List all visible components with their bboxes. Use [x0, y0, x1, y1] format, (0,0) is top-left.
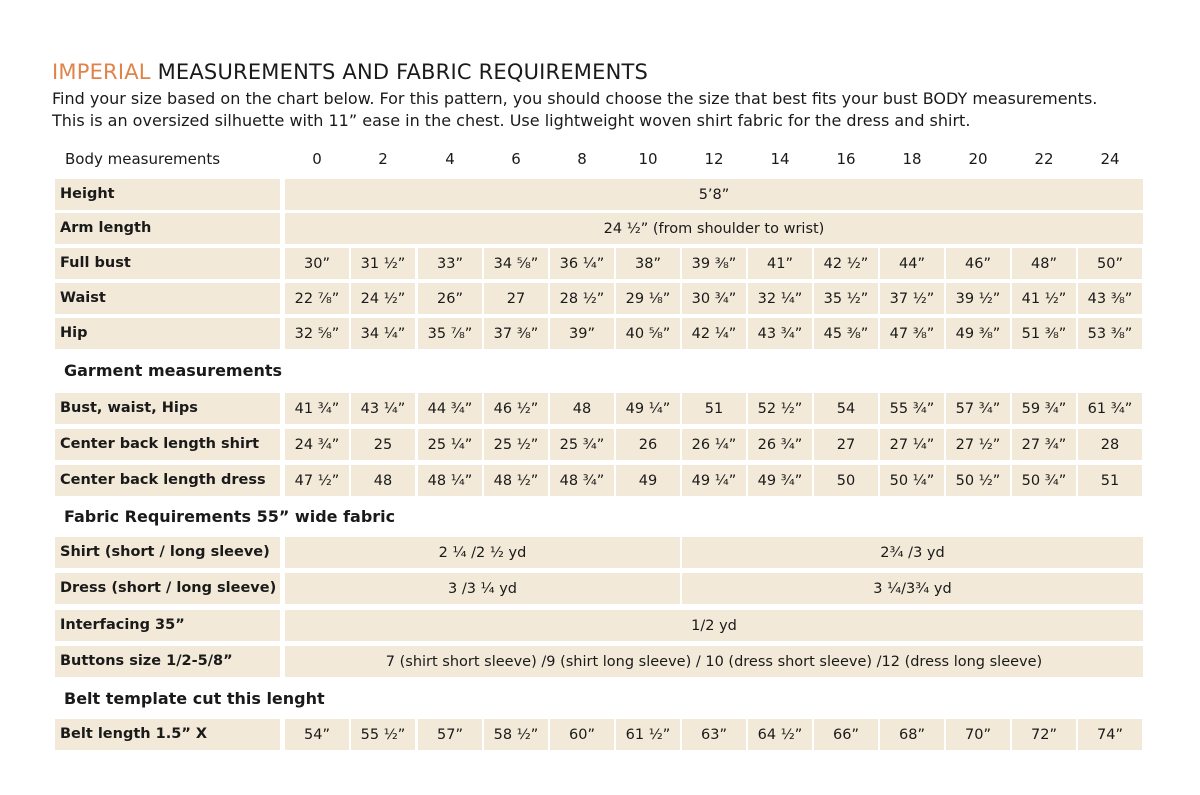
value-cell: 72” [1012, 719, 1076, 750]
value-cell: 32 ¼” [748, 283, 812, 314]
span-cell: 5’8” [285, 179, 1143, 210]
size-header-cell: 24 [1100, 150, 1120, 168]
value-cell: 57” [418, 719, 482, 750]
value-cell: 37 ½” [880, 283, 944, 314]
value-cell: 26 ¼” [682, 429, 746, 460]
value-cell: 45 ⅜” [814, 318, 878, 349]
fabric-row [55, 646, 1143, 677]
value-cell: 47 ½” [285, 465, 349, 496]
body-row [55, 179, 1143, 210]
size-header-cell: 18 [902, 150, 922, 168]
value-cell: 54 [814, 393, 878, 424]
value-cell: 49 ¼” [616, 393, 680, 424]
value-cell: 48 ¼” [418, 465, 482, 496]
value-cell: 38” [616, 248, 680, 279]
body-row [55, 318, 1143, 349]
value-cell: 50 [814, 465, 878, 496]
value-cell: 49 ⅜” [946, 318, 1010, 349]
value-cell: 25 [351, 429, 415, 460]
intro-text [52, 88, 1097, 132]
value-cell: 32 ⅝” [285, 318, 349, 349]
value-cell: 25 ¼” [418, 429, 482, 460]
value-cell: 39 ½” [946, 283, 1010, 314]
row-label: Full bust [55, 248, 280, 279]
title-rest: MEASUREMENTS AND FABRIC REQUIREMENTS [150, 60, 649, 84]
value-cell: 50 ¼” [880, 465, 944, 496]
belt-row [55, 719, 1143, 750]
value-cell: 31 ½” [351, 248, 415, 279]
value-cell: 27 [484, 283, 548, 314]
value-cell: 49 ¼” [682, 465, 746, 496]
value-cell: 48 [351, 465, 415, 496]
row-label: Height [55, 179, 280, 210]
value-cell: 51 [682, 393, 746, 424]
value-cell: 54” [285, 719, 349, 750]
row-label: Center back length dress [55, 465, 280, 496]
row-label: Center back length shirt [55, 429, 280, 460]
row-label: Interfacing 35” [55, 610, 280, 641]
value-cell: 50 ¾” [1012, 465, 1076, 496]
fabric-row [55, 610, 1143, 641]
value-cell: 52 ½” [748, 393, 812, 424]
garment-section-heading: Garment measurements [64, 361, 283, 380]
value-cell: 35 ⅞” [418, 318, 482, 349]
value-cell: 48 ½” [484, 465, 548, 496]
value-cell: 44 ¾” [418, 393, 482, 424]
value-cell: 39” [550, 318, 614, 349]
value-cell: 36 ¼” [550, 248, 614, 279]
value-cell: 37 ⅜” [484, 318, 548, 349]
value-cell: 25 ¾” [550, 429, 614, 460]
value-cell: 35 ½” [814, 283, 878, 314]
size-header-cell: 16 [836, 150, 856, 168]
value-cell: 24 ½” [351, 283, 415, 314]
value-cell: 63” [682, 719, 746, 750]
split-left-cell: 3 /3 ¼ yd [285, 573, 680, 604]
value-cell: 49 ¾” [748, 465, 812, 496]
size-header-cell: 4 [445, 150, 455, 168]
value-cell: 26” [418, 283, 482, 314]
split-right-cell: 3 ¼/3¾ yd [682, 573, 1143, 604]
belt-section-heading: Belt template cut this lenght [64, 689, 325, 708]
value-cell: 43 ⅜” [1078, 283, 1142, 314]
split-right-cell: 2¾ /3 yd [682, 537, 1143, 568]
body-measurements-label: Body measurements [65, 150, 221, 168]
size-header-cell: 0 [312, 150, 322, 168]
size-header-cell: 14 [770, 150, 790, 168]
value-cell: 34 ⅝” [484, 248, 548, 279]
value-cell: 42 ½” [814, 248, 878, 279]
garment-row [55, 465, 1143, 496]
value-cell: 53 ⅜” [1078, 318, 1142, 349]
size-header-cell: 22 [1034, 150, 1054, 168]
value-cell: 26 [616, 429, 680, 460]
value-cell: 27 ½” [946, 429, 1010, 460]
value-cell: 50 ½” [946, 465, 1010, 496]
value-cell: 59 ¾” [1012, 393, 1076, 424]
value-cell: 46” [946, 248, 1010, 279]
value-cell: 50” [1078, 248, 1142, 279]
intro-line-1: Find your size based on the chart below. For this pattern, you should choose the size that best fits your bust BODY measurements. [52, 89, 1098, 108]
garment-row [55, 429, 1143, 460]
value-cell: 55 ¾” [880, 393, 944, 424]
value-cell: 49 [616, 465, 680, 496]
value-cell: 30 ¾” [682, 283, 746, 314]
row-label: Waist [55, 283, 280, 314]
span-cell: 24 ½” (from shoulder to wrist) [285, 213, 1143, 244]
value-cell: 61 ½” [616, 719, 680, 750]
size-header-cell: 20 [968, 150, 988, 168]
row-label: Dress (short / long sleeve) [55, 573, 280, 604]
row-label: Buttons size 1/2-5/8” [55, 646, 280, 677]
value-cell: 48” [1012, 248, 1076, 279]
value-cell: 74” [1078, 719, 1142, 750]
row-label: Arm length [55, 213, 280, 244]
row-label: Hip [55, 318, 280, 349]
value-cell: 44” [880, 248, 944, 279]
value-cell: 58 ½” [484, 719, 548, 750]
value-cell: 24 ¾” [285, 429, 349, 460]
fabric-row [55, 537, 1143, 568]
value-cell: 42 ¼” [682, 318, 746, 349]
size-header-cell: 12 [704, 150, 724, 168]
value-cell: 51 ⅜” [1012, 318, 1076, 349]
value-cell: 48 [550, 393, 614, 424]
page-title [52, 60, 648, 84]
value-cell: 47 ⅜” [880, 318, 944, 349]
value-cell: 43 ¾” [748, 318, 812, 349]
value-cell: 57 ¾” [946, 393, 1010, 424]
value-cell: 25 ½” [484, 429, 548, 460]
row-label: Bust, waist, Hips [55, 393, 280, 424]
span-cell: 1/2 yd [285, 610, 1143, 641]
value-cell: 46 ½” [484, 393, 548, 424]
value-cell: 41 ½” [1012, 283, 1076, 314]
value-cell: 48 ¾” [550, 465, 614, 496]
value-cell: 60” [550, 719, 614, 750]
size-header-cell: 10 [638, 150, 658, 168]
value-cell: 26 ¾” [748, 429, 812, 460]
title-accent: IMPERIAL [52, 60, 151, 84]
size-header-row [52, 148, 1147, 170]
size-header-cell: 6 [511, 150, 521, 168]
value-cell: 27 ¾” [1012, 429, 1076, 460]
value-cell: 39 ⅜” [682, 248, 746, 279]
value-cell: 66” [814, 719, 878, 750]
value-cell: 55 ½” [351, 719, 415, 750]
value-cell: 29 ⅛” [616, 283, 680, 314]
span-cell: 7 (shirt short sleeve) /9 (shirt long sleeve) / 10 (dress short sleeve) /12 (dress long sleeve) [285, 646, 1143, 677]
garment-row [55, 393, 1143, 424]
value-cell: 27 [814, 429, 878, 460]
row-label: Belt length 1.5” X [55, 719, 280, 750]
body-row [55, 213, 1143, 244]
value-cell: 61 ¾” [1078, 393, 1142, 424]
value-cell: 34 ¼” [351, 318, 415, 349]
value-cell: 41” [748, 248, 812, 279]
intro-line-2: This is an oversized silhuette with 11” ease in the chest. Use lightweight woven shirt fabric for the dress and shirt. [52, 111, 971, 130]
value-cell: 27 ¼” [880, 429, 944, 460]
value-cell: 30” [285, 248, 349, 279]
value-cell: 28 ½” [550, 283, 614, 314]
split-left-cell: 2 ¼ /2 ½ yd [285, 537, 680, 568]
body-row [55, 283, 1143, 314]
fabric-section-heading: Fabric Requirements 55” wide fabric [64, 507, 396, 526]
value-cell: 64 ½” [748, 719, 812, 750]
row-label: Shirt (short / long sleeve) [55, 537, 280, 568]
value-cell: 43 ¼” [351, 393, 415, 424]
value-cell: 28 [1078, 429, 1142, 460]
value-cell: 41 ¾” [285, 393, 349, 424]
fabric-row [55, 573, 1143, 604]
value-cell: 40 ⅝” [616, 318, 680, 349]
value-cell: 70” [946, 719, 1010, 750]
body-row [55, 248, 1143, 279]
value-cell: 68” [880, 719, 944, 750]
value-cell: 33” [418, 248, 482, 279]
size-header-cell: 8 [577, 150, 587, 168]
value-cell: 22 ⅞” [285, 283, 349, 314]
size-header-cell: 2 [378, 150, 388, 168]
value-cell: 51 [1078, 465, 1142, 496]
